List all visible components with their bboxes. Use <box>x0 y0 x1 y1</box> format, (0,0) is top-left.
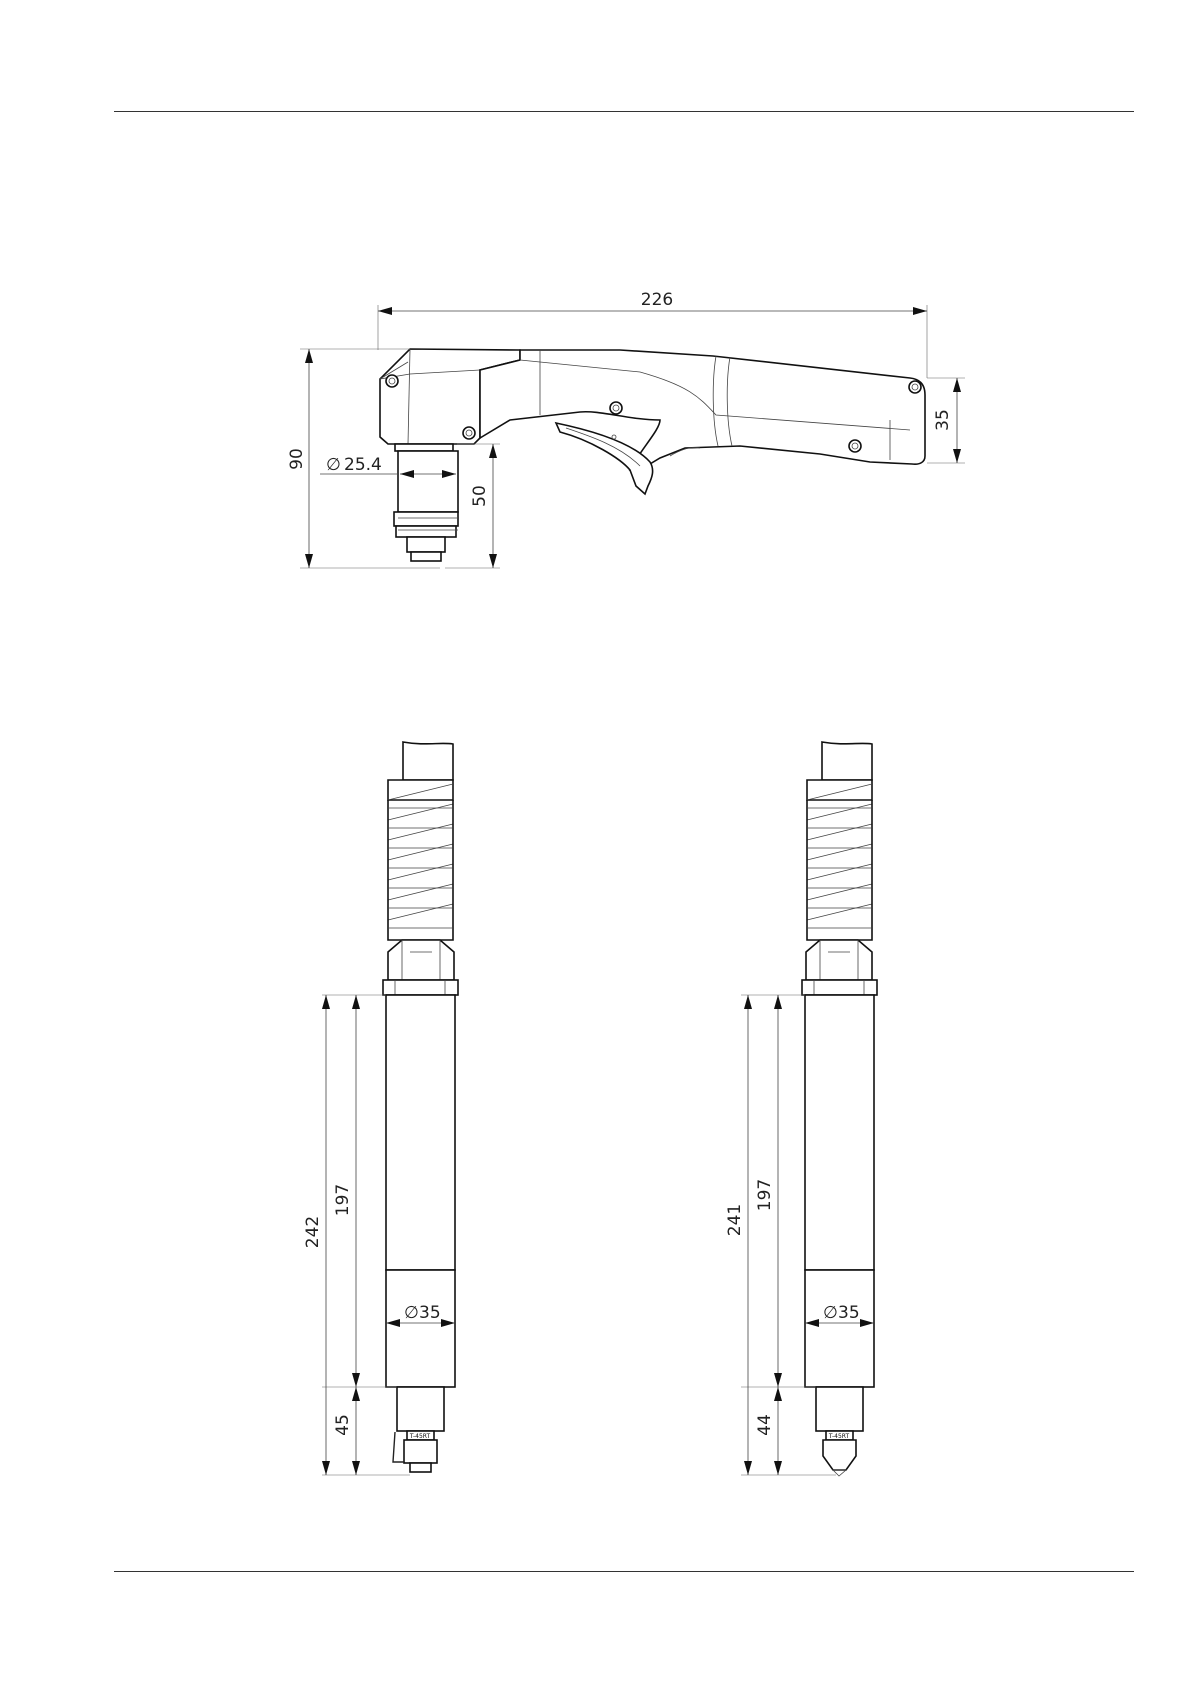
tip-marking: T-45RT <box>828 1433 850 1440</box>
dim-tip-length: 44 <box>755 1414 775 1436</box>
torch-right <box>725 742 877 1476</box>
dim-nozzle-diameter: 25.4 <box>344 455 382 475</box>
torch-body <box>386 995 455 1270</box>
torch-left <box>303 742 458 1475</box>
dim-total-length: 241 <box>725 1203 745 1237</box>
hex-nut <box>388 940 454 980</box>
tip-marking: T-45RT <box>409 1433 431 1440</box>
dim-diameter-symbol: ∅ <box>404 1303 419 1323</box>
screw <box>610 402 622 414</box>
dim-total-length: 242 <box>303 1215 323 1249</box>
dim-handle-end: 35 <box>933 409 953 431</box>
strain-relief-spring <box>388 780 453 940</box>
dim-overall-length: 226 <box>640 290 674 310</box>
dim-diameter: 35 <box>838 1303 860 1323</box>
screw <box>386 375 398 387</box>
dim-overall-height: 90 <box>287 448 307 470</box>
dim-body-length: 197 <box>333 1183 353 1217</box>
torch-handle <box>480 350 925 470</box>
torch-tip <box>397 1387 444 1431</box>
dim-nozzle-diameter-symbol: ∅ <box>326 455 341 475</box>
dim-nozzle-length: 50 <box>470 485 490 507</box>
dim-body-length: 197 <box>755 1178 775 1212</box>
side-view <box>287 290 965 568</box>
dim-tip-length: 45 <box>333 1414 353 1436</box>
dim-diameter: 35 <box>419 1303 441 1323</box>
screw <box>463 427 475 439</box>
strain-relief-spring <box>807 780 872 940</box>
torch-body <box>805 995 874 1270</box>
nozzle <box>394 444 458 561</box>
hex-nut <box>806 940 872 980</box>
trigger <box>556 423 653 494</box>
dim-diameter-symbol: ∅ <box>823 1303 838 1323</box>
screw <box>849 440 861 452</box>
screw <box>909 381 921 393</box>
torch-tip <box>816 1387 863 1431</box>
